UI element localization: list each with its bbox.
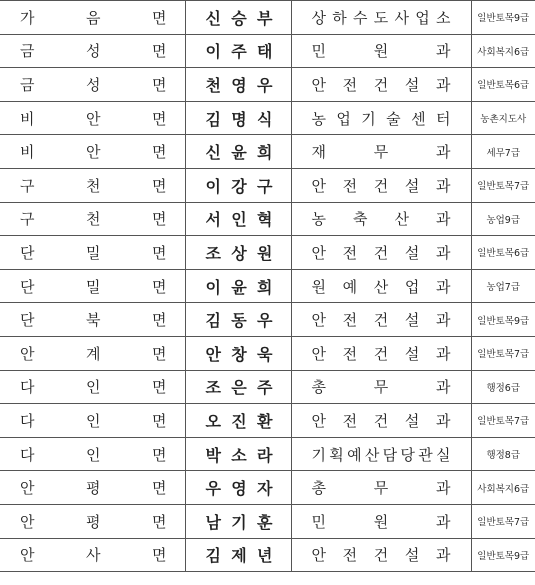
- department-cell: [291, 269, 471, 303]
- table-row: [0, 269, 535, 303]
- town-cell: [0, 236, 185, 270]
- name-text: 김 동 우: [205, 311, 273, 331]
- table-row: [0, 236, 535, 270]
- name-text: 신 윤 희: [205, 143, 273, 163]
- dept-text: 민 원 과: [311, 512, 451, 531]
- town-text: 다 인 면: [20, 411, 167, 430]
- rank-text: 일반토목9급: [477, 13, 530, 25]
- name-cell: [185, 370, 291, 404]
- name-text: 서 인 혁: [205, 210, 273, 230]
- table-row: [0, 101, 535, 135]
- dept-text: 안 전 건 설 과: [311, 176, 451, 195]
- name-text: 이 강 구: [205, 176, 273, 196]
- name-cell: [185, 168, 291, 202]
- rank-cell: [471, 135, 535, 169]
- table-row: [0, 202, 535, 236]
- name-cell: [185, 202, 291, 236]
- rank-cell: [471, 404, 535, 438]
- table-row: [0, 168, 535, 202]
- town-cell: [0, 303, 185, 337]
- dept-text: 총 무 과: [311, 479, 451, 498]
- dept-text: 안 전 건 설 과: [311, 344, 451, 363]
- department-cell: [291, 538, 471, 572]
- name-cell: [185, 404, 291, 438]
- name-text: 천 영 우: [205, 75, 273, 95]
- dept-text: 안 전 건 설 과: [311, 411, 451, 430]
- dept-text: 안 전 건 설 과: [311, 311, 451, 330]
- name-text: 조 상 원: [205, 243, 273, 263]
- town-text: 가 음 면: [20, 8, 167, 27]
- town-cell: [0, 538, 185, 572]
- dept-text: 기 획 예 산 담 당 관 실: [311, 445, 451, 464]
- town-cell: [0, 1, 185, 35]
- table-row: [0, 68, 535, 102]
- rank-text: 사회복지6급: [477, 46, 530, 58]
- rank-cell: [471, 202, 535, 236]
- name-cell: [185, 269, 291, 303]
- table-row: [0, 538, 535, 572]
- table-row: [0, 404, 535, 438]
- town-text: 비 안 면: [20, 109, 167, 128]
- town-cell: [0, 404, 185, 438]
- name-text: 이 윤 희: [205, 277, 273, 297]
- rank-text: 농업7급: [486, 282, 521, 294]
- name-text: 오 진 환: [205, 411, 273, 431]
- rank-text: 농촌지도사: [480, 114, 527, 126]
- town-text: 안 사 면: [20, 546, 167, 565]
- dept-text: 안 전 건 설 과: [311, 546, 451, 565]
- town-text: 다 인 면: [20, 445, 167, 464]
- name-cell: [185, 471, 291, 505]
- town-text: 단 밀 면: [20, 243, 167, 262]
- town-text: 단 밀 면: [20, 277, 167, 296]
- rank-text: 일반토목9급: [477, 315, 530, 327]
- name-cell: [185, 236, 291, 270]
- rank-text: 일반토목6급: [477, 80, 530, 92]
- rank-text: 일반토목7급: [477, 416, 530, 428]
- name-cell: [185, 68, 291, 102]
- dept-text: 원 예 산 업 과: [311, 277, 451, 296]
- rank-text: 농업9급: [486, 214, 521, 226]
- rank-cell: [471, 370, 535, 404]
- table-row: [0, 437, 535, 471]
- department-cell: [291, 504, 471, 538]
- rank-text: 일반토목7급: [477, 517, 530, 529]
- rank-text: 행정6급: [486, 382, 521, 394]
- town-cell: [0, 437, 185, 471]
- town-cell: [0, 168, 185, 202]
- dept-text: 농 업 기 술 센 터: [311, 109, 451, 128]
- dept-text: 민 원 과: [311, 42, 451, 61]
- personnel-table-body: [0, 1, 535, 572]
- town-cell: [0, 370, 185, 404]
- name-cell: [185, 34, 291, 68]
- town-cell: [0, 34, 185, 68]
- town-cell: [0, 202, 185, 236]
- name-text: 신 승 부: [205, 8, 273, 28]
- town-text: 비 안 면: [20, 143, 167, 162]
- rank-cell: [471, 101, 535, 135]
- department-cell: [291, 168, 471, 202]
- rank-text: 일반토목7급: [477, 349, 530, 361]
- rank-cell: [471, 68, 535, 102]
- department-cell: [291, 404, 471, 438]
- rank-cell: [471, 168, 535, 202]
- town-cell: [0, 504, 185, 538]
- town-cell: [0, 135, 185, 169]
- town-text: 안 평 면: [20, 479, 167, 498]
- rank-text: 일반토목7급: [477, 181, 530, 193]
- table-row: [0, 1, 535, 35]
- name-cell: [185, 303, 291, 337]
- rank-text: 세무7급: [486, 147, 521, 159]
- rank-text: 사회복지6급: [477, 483, 530, 495]
- table-row: [0, 471, 535, 505]
- dept-text: 상 하 수 도 사 업 소: [311, 8, 451, 27]
- name-cell: [185, 1, 291, 35]
- rank-cell: [471, 1, 535, 35]
- dept-text: 안 전 건 설 과: [311, 75, 451, 94]
- rank-cell: [471, 504, 535, 538]
- town-text: 안 평 면: [20, 512, 167, 531]
- department-cell: [291, 336, 471, 370]
- name-cell: [185, 101, 291, 135]
- rank-cell: [471, 336, 535, 370]
- name-text: 박 소 라: [205, 445, 273, 465]
- table-row: [0, 135, 535, 169]
- department-cell: [291, 68, 471, 102]
- dept-text: 총 무 과: [311, 378, 451, 397]
- department-cell: [291, 370, 471, 404]
- name-text: 우 영 자: [205, 479, 273, 499]
- table-row: [0, 370, 535, 404]
- table-row: [0, 504, 535, 538]
- name-text: 이 주 태: [205, 42, 273, 62]
- town-text: 구 천 면: [20, 176, 167, 195]
- rank-text: 행정8급: [486, 450, 521, 462]
- rank-cell: [471, 269, 535, 303]
- name-cell: [185, 336, 291, 370]
- dept-text: 농 축 산 과: [311, 210, 451, 229]
- town-cell: [0, 269, 185, 303]
- department-cell: [291, 303, 471, 337]
- name-text: 남 기 훈: [205, 512, 273, 532]
- rank-text: 일반토목9급: [477, 550, 530, 562]
- town-text: 안 계 면: [20, 344, 167, 363]
- rank-text: 일반토목6급: [477, 248, 530, 260]
- town-text: 단 북 면: [20, 311, 167, 330]
- department-cell: [291, 1, 471, 35]
- name-cell: [185, 504, 291, 538]
- table-row: [0, 336, 535, 370]
- department-cell: [291, 236, 471, 270]
- table-row: [0, 303, 535, 337]
- rank-cell: [471, 471, 535, 505]
- name-cell: [185, 437, 291, 471]
- town-cell: [0, 101, 185, 135]
- dept-text: 재 무 과: [311, 143, 451, 162]
- town-text: 구 천 면: [20, 210, 167, 229]
- town-text: 금 성 면: [20, 75, 167, 94]
- rank-cell: [471, 538, 535, 572]
- rank-cell: [471, 437, 535, 471]
- department-cell: [291, 471, 471, 505]
- name-cell: [185, 538, 291, 572]
- rank-cell: [471, 34, 535, 68]
- town-cell: [0, 336, 185, 370]
- name-cell: [185, 135, 291, 169]
- town-cell: [0, 471, 185, 505]
- rank-cell: [471, 236, 535, 270]
- department-cell: [291, 101, 471, 135]
- name-text: 조 은 주: [205, 378, 273, 398]
- town-text: 다 인 면: [20, 378, 167, 397]
- dept-text: 안 전 건 설 과: [311, 243, 451, 262]
- name-text: 안 창 욱: [205, 344, 273, 364]
- department-cell: [291, 437, 471, 471]
- table-row: [0, 34, 535, 68]
- department-cell: [291, 135, 471, 169]
- town-text: 금 성 면: [20, 42, 167, 61]
- department-cell: [291, 34, 471, 68]
- name-text: 김 명 식: [205, 109, 273, 129]
- town-cell: [0, 68, 185, 102]
- name-text: 김 제 년: [205, 546, 273, 566]
- department-cell: [291, 202, 471, 236]
- rank-cell: [471, 303, 535, 337]
